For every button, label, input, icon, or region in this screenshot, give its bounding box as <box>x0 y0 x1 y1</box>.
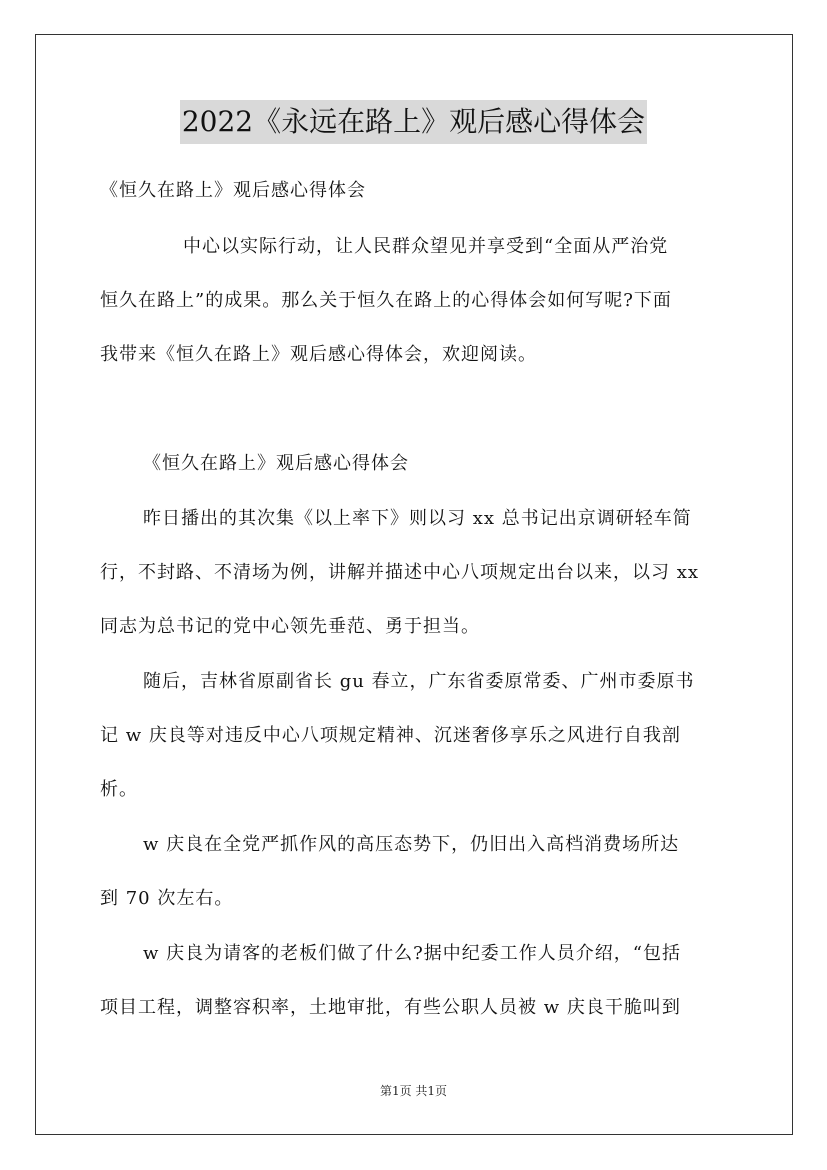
section-heading: 《恒久在路上》观后感心得体会 <box>143 453 409 474</box>
paragraph1-line-2: 行，不封路、不清场为例，讲解并描述中心八项规定出台以来，以习 xx <box>100 562 700 583</box>
paragraph2-line-3: 析。 <box>100 779 138 800</box>
paragraph2-line-1: 随后，吉林省原副省长 gu 春立，广东省委原常委、广州市委原书 <box>143 671 695 692</box>
paragraph4-line-1: w 庆良为请客的老板们做了什么?据中纪委工作人员介绍，“包括 <box>143 943 681 964</box>
document-title: 2022《永远在路上》观后感心得体会 <box>180 100 647 144</box>
intro-line-2: 恒久在路上”的成果。那么关于恒久在路上的心得体会如何写呢?下面 <box>100 290 672 311</box>
subtitle: 《恒久在路上》观后感心得体会 <box>100 180 366 201</box>
page-footer: 第1页 共1页 <box>379 1084 448 1098</box>
intro-line-1: 中心以实际行动，让人民群众望见并享受到“全面从严治党 <box>183 236 669 257</box>
paragraph1-line-3: 同志为总书记的党中心领先垂范、勇于担当。 <box>100 616 480 637</box>
paragraph3-line-2: 到 70 次左右。 <box>100 888 234 909</box>
paragraph3-line-1: w 庆良在全党严抓作风的高压态势下，仍旧出入高档消费场所达 <box>143 834 680 855</box>
title-wrap <box>0 100 827 144</box>
paragraph2-line-2: 记 w 庆良等对违反中心八项规定精神、沉迷奢侈享乐之风进行自我剖 <box>100 725 681 746</box>
paragraph1-line-1: 昨日播出的其次集《以上率下》则以习 xx 总书记出京调研轻车简 <box>143 508 692 529</box>
paragraph4-line-2: 项目工程，调整容积率，土地审批，有些公职人员被 w 庆良干脆叫到 <box>100 997 681 1018</box>
intro-line-3: 我带来《恒久在路上》观后感心得体会，欢迎阅读。 <box>100 344 537 365</box>
